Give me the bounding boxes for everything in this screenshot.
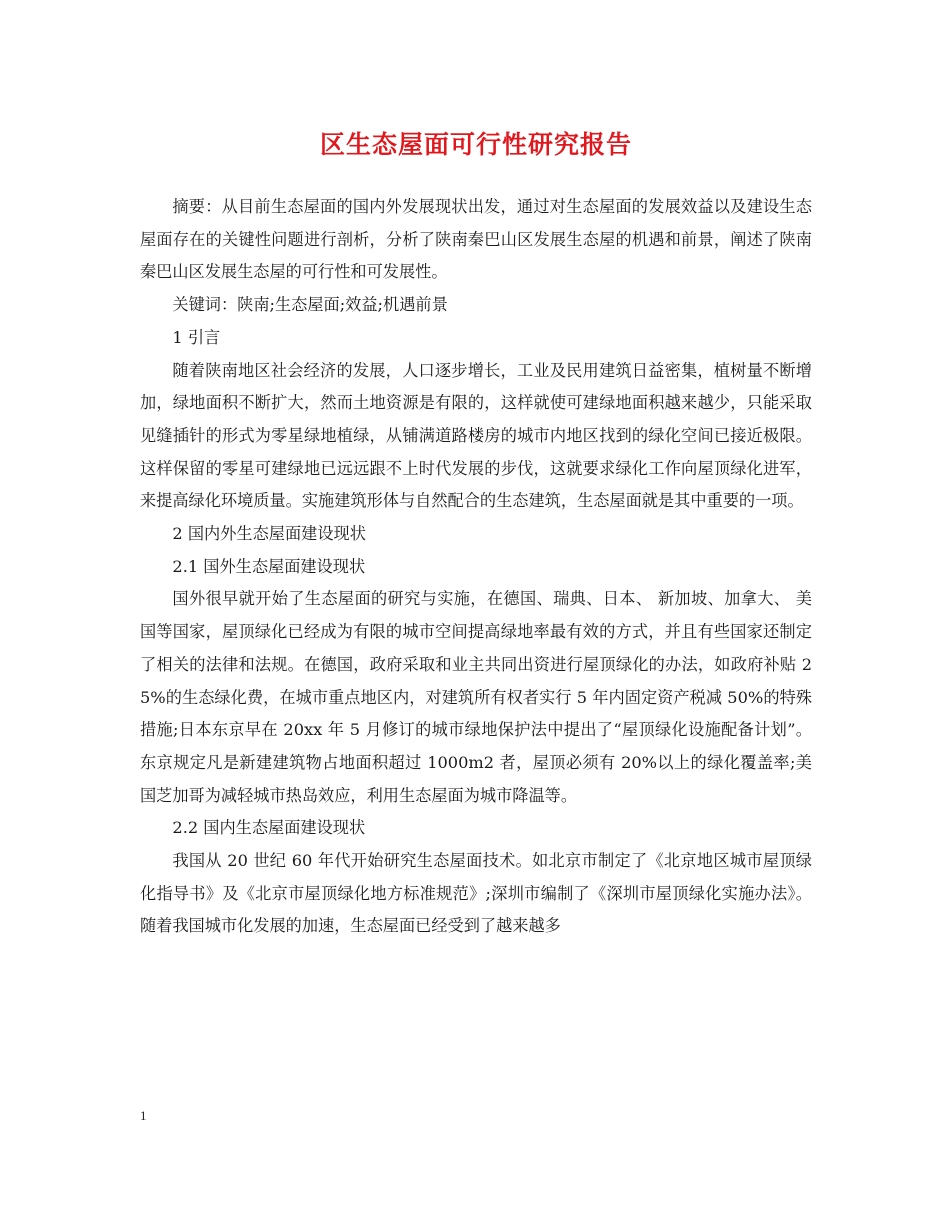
keywords-paragraph: 关键词：陕南;生态屋面;效益;机遇前景 xyxy=(172,295,448,315)
document-page xyxy=(140,128,812,943)
abstract-paragraph: 摘要：从目前生态屋面的国内外发展现状出发，通过对生态屋面的发展效益以及建设生态屋面存在的关键性问题进行剖析，分析了陕南秦巴山区发展生态屋的机遇和前景，阐述了陕南秦巴山区发展生态屋的可行性和可发展性。 xyxy=(140,197,812,282)
section-heading-status: 2 国内外生态屋面建设现状 xyxy=(172,524,366,544)
foreign-status-paragraph: 国外很早就开始了生态屋面的研究与实施，在德国、瑞典、日本、 新加坡、加拿大、 美国等国家，屋顶绿化已经成为有限的城市空间提高绿地率最有效的方式，并且有些国家还制定了相关的法律和法规。在德国，政府采取和业主共同出资进行屋顶绿化的办法，如政府补贴 25%的生态绿化费，在城市重点地区内，对建筑所有权者实行 5 年内固定资产税减 50%的特殊措施;日本东京早在 20xx 年 5 月修订的城市绿地保护法中提出了“屋顶绿化设施配备计划”。东京规定凡是新建建筑物占地面积超过 1000m2 者，屋顶必须有 20%以上的绿化覆盖率;美国芝加哥为减轻城市热岛效应，利用生态屋面为城市降温等。 xyxy=(140,589,812,805)
introduction-paragraph: 随着陕南地区社会经济的发展，人口逐步增长，工业及民用建筑日益密集，植树量不断增加，绿地面积不断扩大，然而土地资源是有限的，这样就使可建绿地面积越来越少，只能采取见缝插针的形式为零星绿地植绿，从铺满道路楼房的城市内地区找到的绿化空间已接近极限。这样保留的零星可建绿地已远远跟不上时代发展的步伐，这就要求绿化工作向屋顶绿化进军，来提高绿化环境质量。实施建筑形体与自然配合的生态建筑，生态屋面就是其中重要的一项。 xyxy=(140,360,812,511)
subsection-heading-domestic: 2.2 国内生态屋面建设现状 xyxy=(172,818,366,838)
document-title: 区生态屋面可行性研究报告 xyxy=(319,130,632,159)
subsection-heading-foreign: 2.1 国外生态屋面建设现状 xyxy=(172,556,366,576)
domestic-status-paragraph: 我国从 20 世纪 60 年代开始研究生态屋面技术。如北京市制定了《北京地区城市屋顶绿化指导书》及《北京市屋顶绿化地方标准规范》;深圳市编制了《深圳市屋顶绿化实施办法》。随着我国城市化发展的加速，生态屋面已经受到了越来越多 xyxy=(140,851,812,936)
page-number: 1 xyxy=(140,1108,147,1123)
section-heading-introduction: 1 引言 xyxy=(172,327,221,347)
